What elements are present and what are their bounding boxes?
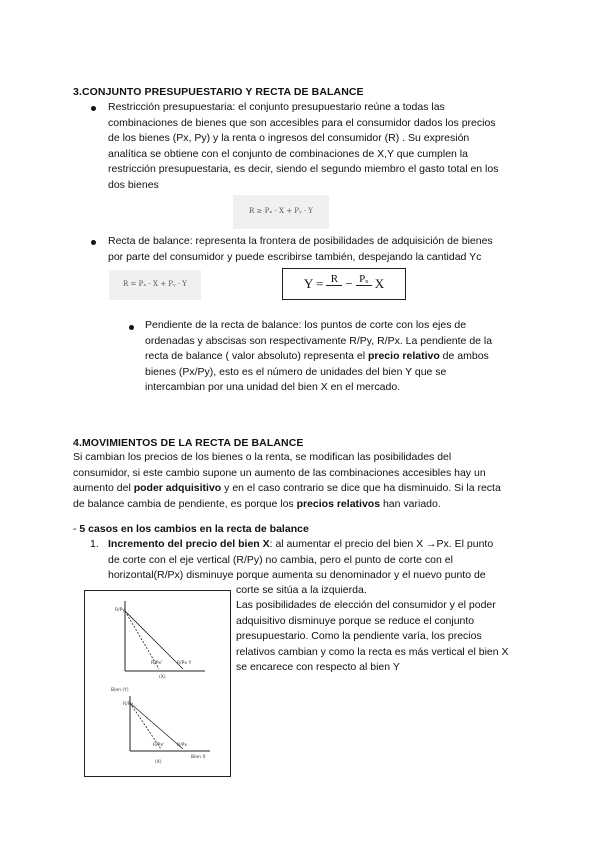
axis-label: R/Px' bbox=[151, 661, 163, 666]
axis-label: R/Py bbox=[115, 608, 126, 613]
bullet-dot bbox=[91, 106, 96, 111]
fraction-r bbox=[326, 274, 342, 294]
text-line: Restricción presupuestaria: el conjunto presupuestario reúne a todas las bbox=[108, 101, 445, 113]
axis-title: (X) bbox=[159, 675, 166, 680]
text-line bbox=[145, 349, 585, 365]
text-line: intercambian por una unidad del bien X en el mercado. bbox=[145, 381, 401, 393]
fraction-numerator: Pₓ bbox=[359, 273, 369, 285]
text-line: Pendiente de la recta de balance: los puntos de corte con los ejes de bbox=[145, 319, 467, 331]
movements-paragraph bbox=[73, 450, 593, 512]
text-line: combinaciones de bienes que son accesibles para el consumidor dados los precios bbox=[108, 116, 496, 129]
dash: - bbox=[73, 523, 80, 535]
fraction-bar bbox=[356, 285, 372, 294]
text-line: Recta de balance: representa la frontera de posibilidades de adquisición de bienes bbox=[108, 235, 493, 247]
text-line: consumidor, si este cambio supone un aumento de las combinaciones accesibles hay un bbox=[73, 466, 486, 479]
bold-term: precios relativos bbox=[296, 497, 381, 510]
axis-title: Bien X bbox=[191, 755, 206, 760]
text-line: adquisitivo disminuye porque se reduce el conjunto bbox=[236, 614, 475, 627]
fraction-px bbox=[356, 274, 372, 294]
text-span: de ambos bbox=[439, 350, 489, 362]
bullet-dot bbox=[91, 240, 96, 245]
balance-line-paragraph bbox=[108, 234, 578, 265]
text-line bbox=[73, 481, 593, 497]
axis-label: R/Py bbox=[123, 702, 134, 707]
text-span: : al aumentar el precio del bien X →Px. El punto bbox=[269, 538, 494, 550]
slope-paragraph bbox=[145, 318, 585, 396]
budget-equation-formula: R = Pₓ · X + Pᵧ · Y bbox=[109, 270, 201, 300]
budget-inequality-formula: R ≥ Pₓ · X + Pᵧ · Y bbox=[233, 195, 329, 229]
text-line: presupuestario. Como la pendiente varía, los precios bbox=[236, 630, 482, 642]
text-line: horizontal(R/Px) disminuye porque aumenta su denominador y el nuevo punto de bbox=[108, 569, 486, 581]
text-line: ordenadas y abscisas son respectivamente R/Py, R/Px. La pendiente de la bbox=[145, 334, 493, 347]
formula-variable: X bbox=[374, 276, 385, 292]
case-1-paragraph bbox=[108, 537, 588, 584]
graphs-svg bbox=[85, 591, 230, 776]
text-line: relativos cambian y como la recta es más vertical el bien X bbox=[236, 645, 509, 658]
case-1-explanation bbox=[236, 598, 586, 676]
formula-operator: − bbox=[345, 276, 353, 292]
text-span: y en el caso contrario se dice que ha disminuido. Si la recta bbox=[221, 482, 501, 494]
text-line bbox=[108, 537, 588, 553]
axis-title: (X) bbox=[155, 760, 162, 765]
list-number: 1. bbox=[90, 538, 99, 550]
budget-restriction-paragraph bbox=[108, 100, 578, 193]
text-line: Si cambian los precios de los bienes o la renta, se modifican las posibilidades del bbox=[73, 451, 452, 463]
formula-lhs: Y = bbox=[303, 276, 324, 292]
bold-term: poder adquisitivo bbox=[133, 482, 222, 494]
balance-line-formula bbox=[282, 268, 406, 300]
axis-label: R/Px bbox=[177, 743, 188, 748]
axis-label: R/Px' bbox=[153, 743, 165, 748]
bold-term: Incremento del precio del bien X bbox=[108, 538, 270, 550]
text-line: por parte del consumidor y puede escribirse también, despejando la cantidad Yc bbox=[108, 250, 482, 263]
text-line bbox=[73, 497, 593, 513]
axis-title: Bien (Y) bbox=[111, 688, 129, 693]
text-line: de los bienes (Px, Py) y la renta o ingresos del consumidor (R) . Su expresión bbox=[108, 132, 470, 144]
fraction-numerator: R bbox=[330, 273, 339, 285]
cases-title: 5 casos en los cambios en la recta de balance bbox=[79, 523, 309, 535]
text-line: analítica se obtiene con el conjunto de combinaciones de X,Y que cumplen la bbox=[108, 147, 468, 160]
text-span: de balance cambia de pendiente, es porque los bbox=[73, 497, 297, 510]
text-line: se encarece con respecto al bien Y bbox=[236, 661, 400, 673]
text-line: Las posibilidades de elección del consumidor y el poder bbox=[236, 599, 496, 611]
text-span: han variado. bbox=[380, 497, 441, 510]
text-span: aumento del bbox=[73, 482, 134, 494]
text-span: recta de balance ( valor absoluto) representa el bbox=[145, 350, 368, 362]
balance-line-graphs bbox=[84, 590, 231, 777]
section-3-title: 3.CONJUNTO PRESUPUESTARIO Y RECTA DE BALANCE bbox=[73, 86, 364, 98]
bullet-dot bbox=[129, 325, 134, 330]
section-4-title: 4.MOVIMIENTOS DE LA RECTA DE BALANCE bbox=[73, 437, 304, 449]
axis-label: R/Px Y bbox=[177, 661, 192, 666]
text-line: bienes (Px/Py), esto es el número de unidades del bien Y que se bbox=[145, 365, 447, 378]
text-line: restricción presupuestaria, es decir, siendo el segundo miembro el gasto total en los bbox=[108, 163, 499, 175]
cases-heading bbox=[73, 522, 309, 538]
text-line: de corte con el eje vertical (R/Py) no cambia, pero el punto de corte con el bbox=[108, 553, 453, 566]
text-line: dos bienes bbox=[108, 178, 159, 191]
bold-term: precio relativo bbox=[367, 350, 440, 362]
text-line: corte se sitúa a la izquierda. bbox=[236, 584, 367, 596]
fraction-bar bbox=[326, 285, 342, 294]
